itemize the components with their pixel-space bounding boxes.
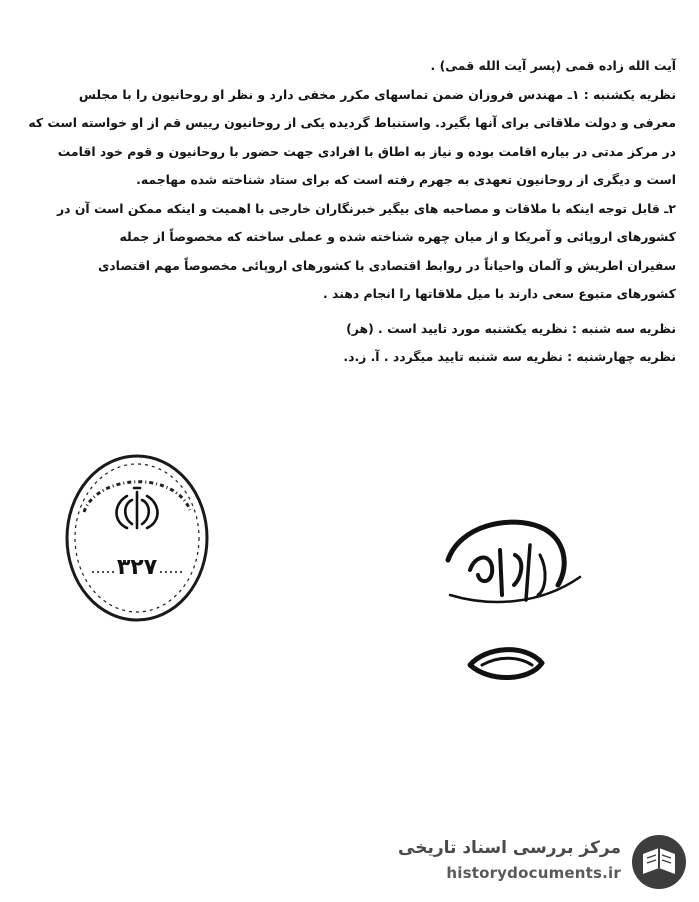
document-line: در مرکز مدتی در بیاره اقامت بوده و نیاز به اطاق با افرادی جهت حضور با روحانیون و قوم خود اقامت bbox=[57, 143, 676, 159]
footer-watermark bbox=[397, 830, 687, 892]
document-heading: آیت الله زاده قمی (پسر آیت الله قمی) . bbox=[430, 58, 676, 73]
tuesday-note: نظریه سه شنبه : نظریه یکشنبه مورد تایید است . (هر) bbox=[346, 320, 676, 336]
archive-name: مرکز بررسی اسناد تاریخی bbox=[398, 838, 621, 858]
document-line: سفیران اطریش و آلمان واحیاناً در روابط اقتصادی با کشورهای اروپائی مخصوصاً مهم اقتصادی bbox=[97, 257, 676, 273]
iran-emblem-icon bbox=[117, 488, 158, 528]
document-line: ۲ـ قابل توجه اینکه با ملاقات و مصاحبه های بیگیر خبرنگاران خارجی با اهمیت و اینکه ممکن است آن در bbox=[57, 200, 676, 216]
official-seal bbox=[62, 452, 212, 624]
document-line: کشورهای متبوع سعی دارند با میل ملاقاتها را انجام دهند . bbox=[323, 286, 676, 301]
archive-logo-icon bbox=[631, 834, 687, 890]
handwritten-signature bbox=[430, 515, 590, 690]
document-line: نظریه یکشنبه : ۱ـ مهندس فروزان ضمن تماسهای مکرر مخفی دارد و نظر او روحانیون را با مجلس bbox=[78, 86, 676, 102]
seal-number: ۳۲۷ bbox=[116, 555, 158, 580]
archive-url: historydocuments.ir bbox=[446, 864, 621, 882]
document-line: است و دیگری از روحانیون تعهدی به جهرم رفته است که برای ستاد شناخته شده مهاجمه. bbox=[136, 172, 676, 187]
document-line: معرفی و دولت ملاقاتی برای آنها بگیرد. واستنباط گردیده یکی از روحانیون رییس قم از او خواسته است که bbox=[28, 115, 676, 130]
document-line: کشورهای اروپائی و آمریکا و از میان چهره شناخته شده و عملی ساخته که مخصوصاً از جمله bbox=[119, 229, 676, 244]
document-body bbox=[28, 52, 676, 372]
wednesday-note: نظریه چهارشنبه : نظریه سه شنبه تایید میگردد . آ. ز.د. bbox=[343, 349, 676, 364]
